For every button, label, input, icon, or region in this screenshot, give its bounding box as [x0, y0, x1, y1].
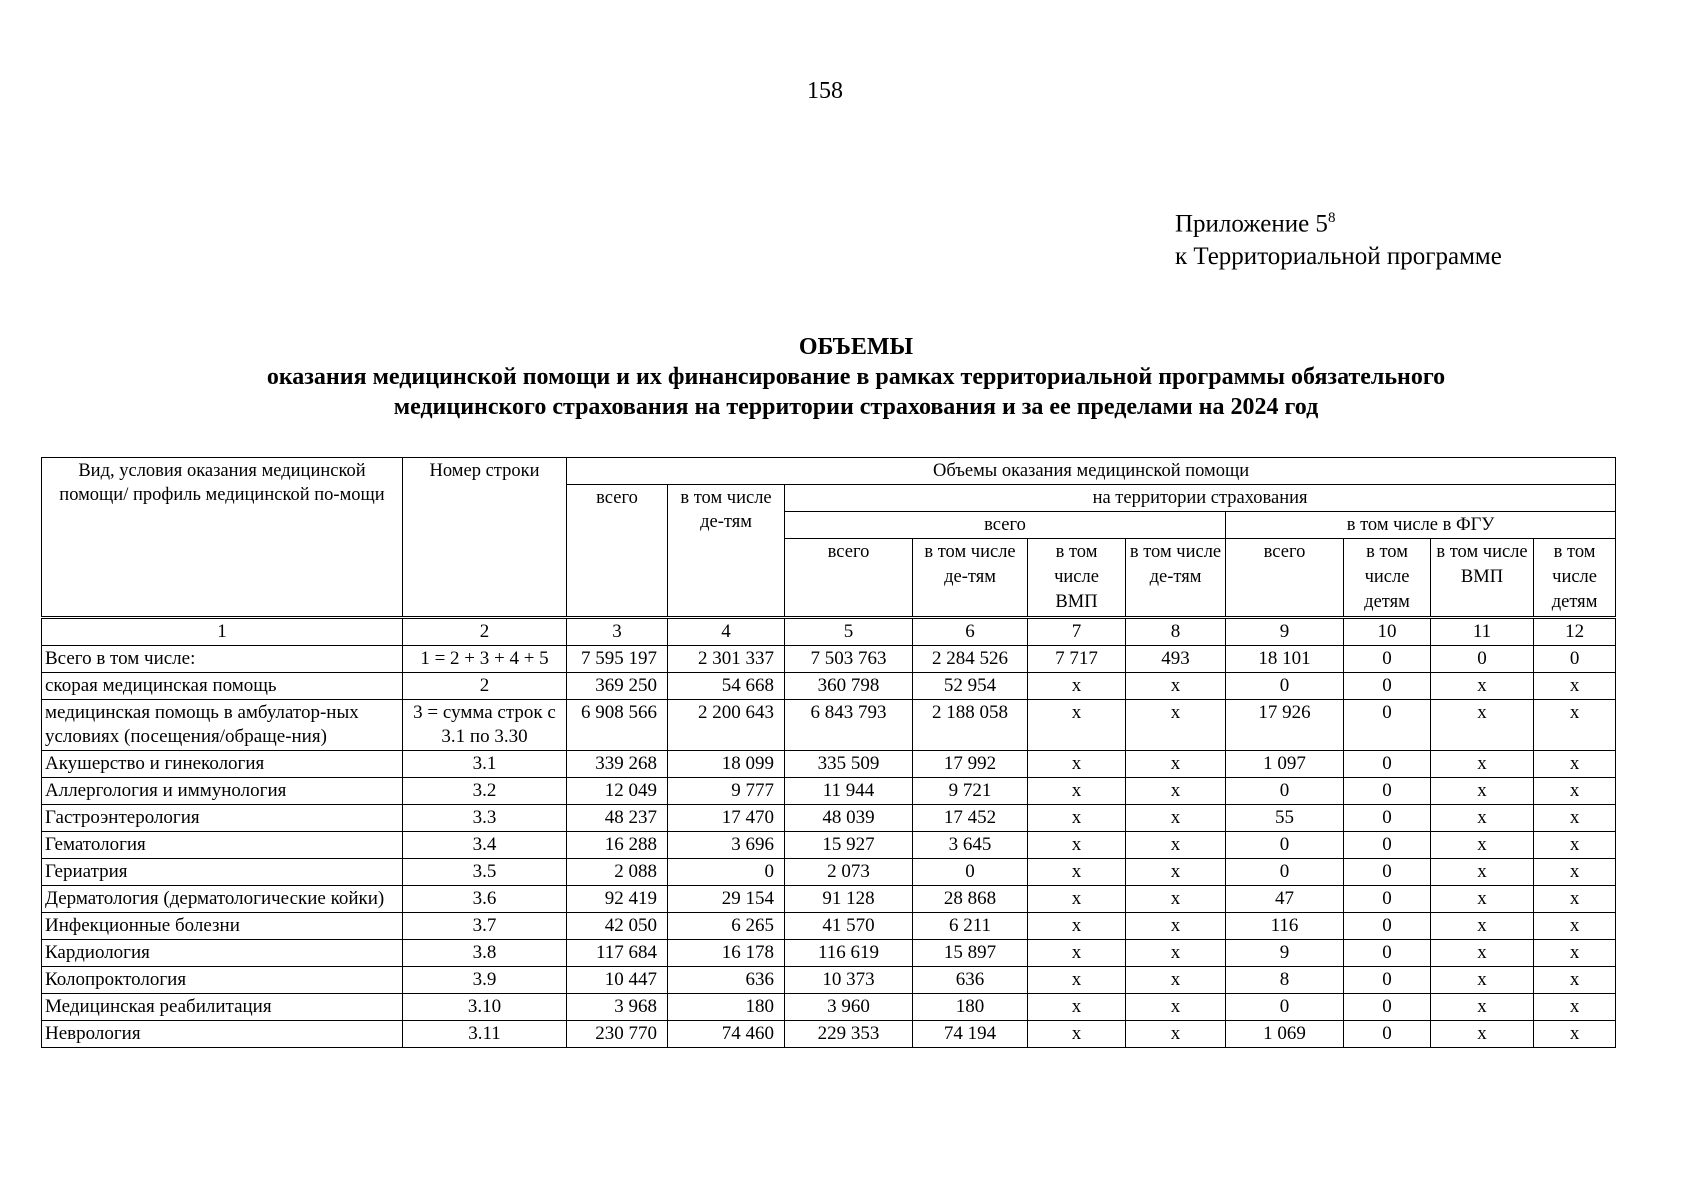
table-cell: 16 178 — [668, 940, 785, 967]
table-cell: 9 — [1226, 940, 1344, 967]
table-cell: 10 447 — [567, 967, 668, 994]
table-cell: x — [1431, 805, 1534, 832]
row-code: 3.4 — [403, 832, 567, 859]
table-cell: 0 — [1344, 994, 1431, 1021]
table-cell: 116 619 — [785, 940, 913, 967]
table-cell: 41 570 — [785, 913, 913, 940]
page-number: 158 — [807, 78, 843, 104]
table-cell: 335 509 — [785, 751, 913, 778]
table-cell: 17 452 — [913, 805, 1028, 832]
table-cell: x — [1534, 940, 1616, 967]
header-incl-children: в том числе де-тям — [668, 485, 785, 618]
table-cell: x — [1126, 778, 1226, 805]
title-line-3: медицинского страхования на территории страхования и за ее пределами на 2024 год — [393, 394, 1319, 420]
table-cell: x — [1534, 1021, 1616, 1048]
row-code: 3.11 — [403, 1021, 567, 1048]
table-cell: x — [1028, 859, 1126, 886]
table-cell: x — [1126, 700, 1226, 751]
table-cell: 9 721 — [913, 778, 1028, 805]
table-cell: 12 049 — [567, 778, 668, 805]
table-cell: 42 050 — [567, 913, 668, 940]
column-number: 6 — [913, 618, 1028, 646]
table-body — [42, 646, 1616, 1048]
table-cell: 0 — [1344, 778, 1431, 805]
table-cell: x — [1534, 805, 1616, 832]
table-cell: x — [1431, 832, 1534, 859]
row-label: Аллергология и иммунология — [42, 778, 403, 805]
header-territory-total: всего — [785, 512, 1226, 539]
table-cell: 0 — [1534, 646, 1616, 673]
document-title — [40, 332, 1672, 422]
table-cell: x — [1126, 751, 1226, 778]
row-label: Неврология — [42, 1021, 403, 1048]
column-number-row — [42, 618, 1616, 646]
table-cell: 229 353 — [785, 1021, 913, 1048]
row-code: 3 = сумма строк с 3.1 по 3.30 — [403, 700, 567, 751]
table-row — [42, 673, 1616, 700]
row-label: Инфекционные болезни — [42, 913, 403, 940]
table-cell: 0 — [1344, 700, 1431, 751]
column-number: 2 — [403, 618, 567, 646]
table-cell: x — [1431, 886, 1534, 913]
table-cell: 17 926 — [1226, 700, 1344, 751]
table-cell: 74 194 — [913, 1021, 1028, 1048]
table-cell: x — [1534, 913, 1616, 940]
table-cell: x — [1534, 994, 1616, 1021]
table-cell: 48 237 — [567, 805, 668, 832]
table-cell: 55 — [1226, 805, 1344, 832]
table-cell: 7 717 — [1028, 646, 1126, 673]
table-cell: x — [1028, 832, 1126, 859]
row-code: 2 — [403, 673, 567, 700]
table-cell: 0 — [1226, 859, 1344, 886]
table-cell: 47 — [1226, 886, 1344, 913]
table-cell: x — [1534, 673, 1616, 700]
table-cell: 2 200 643 — [668, 700, 785, 751]
row-code: 3.2 — [403, 778, 567, 805]
table-row — [42, 805, 1616, 832]
table-cell: 10 373 — [785, 967, 913, 994]
table-cell: x — [1126, 994, 1226, 1021]
title-line-1: ОБЪЕМЫ — [798, 334, 914, 360]
column-number: 1 — [42, 618, 403, 646]
column-number: 4 — [668, 618, 785, 646]
table-cell: 15 897 — [913, 940, 1028, 967]
table-cell: 0 — [1226, 778, 1344, 805]
table-cell: 16 288 — [567, 832, 668, 859]
table-cell: x — [1126, 1021, 1226, 1048]
appendix-superscript: 8 — [1327, 210, 1336, 226]
row-label: Гастроэнтерология — [42, 805, 403, 832]
table-cell: 6 211 — [913, 913, 1028, 940]
table-cell: x — [1028, 673, 1126, 700]
table-cell: x — [1028, 913, 1126, 940]
table-cell: 17 470 — [668, 805, 785, 832]
table-cell: 0 — [1344, 886, 1431, 913]
row-label: Гериатрия — [42, 859, 403, 886]
table-cell: 3 645 — [913, 832, 1028, 859]
row-label: Кардиология — [42, 940, 403, 967]
table-cell: 3 960 — [785, 994, 913, 1021]
table-cell: x — [1431, 673, 1534, 700]
table-cell: 7 595 197 — [567, 646, 668, 673]
row-label: Медицинская реабилитация — [42, 994, 403, 1021]
table-cell: 230 770 — [567, 1021, 668, 1048]
table-cell: 636 — [668, 967, 785, 994]
table-cell: 54 668 — [668, 673, 785, 700]
table-cell: x — [1431, 751, 1534, 778]
table-cell: 6 265 — [668, 913, 785, 940]
column-number: 9 — [1226, 618, 1344, 646]
table-cell: 2 284 526 — [913, 646, 1028, 673]
table-cell: 180 — [913, 994, 1028, 1021]
table-cell: x — [1431, 967, 1534, 994]
table-cell: 0 — [1431, 646, 1534, 673]
column-number: 7 — [1028, 618, 1126, 646]
table-cell: 0 — [1344, 913, 1431, 940]
table-cell: 2 088 — [567, 859, 668, 886]
table-row — [42, 832, 1616, 859]
table-cell: x — [1431, 913, 1534, 940]
table-cell: x — [1126, 859, 1226, 886]
table-cell: x — [1431, 859, 1534, 886]
row-code: 3.9 — [403, 967, 567, 994]
table-cell: x — [1028, 778, 1126, 805]
table-cell: 18 101 — [1226, 646, 1344, 673]
column-number: 5 — [785, 618, 913, 646]
table-row — [42, 700, 1616, 751]
table-cell: x — [1126, 832, 1226, 859]
row-label: Акушерство и гинекология — [42, 751, 403, 778]
header-fgu-total: всего — [1226, 539, 1344, 618]
header-fgu-children-2: в том числе детям — [1534, 539, 1616, 618]
table-cell: 6 908 566 — [567, 700, 668, 751]
column-number: 3 — [567, 618, 668, 646]
row-code: 3.1 — [403, 751, 567, 778]
table-cell: x — [1126, 805, 1226, 832]
header-sub-total: всего — [785, 539, 913, 618]
table-row — [42, 967, 1616, 994]
table-cell: 0 — [1344, 967, 1431, 994]
table-cell: x — [1126, 673, 1226, 700]
header-sub-vmp: в том числе ВМП — [1028, 539, 1126, 618]
table-cell: x — [1431, 994, 1534, 1021]
table-row — [42, 994, 1616, 1021]
header-incl-fgu: в том числе в ФГУ — [1226, 512, 1616, 539]
table-row — [42, 859, 1616, 886]
header-col-row-number: Номер строки — [403, 458, 567, 618]
header-volumes: Объемы оказания медицинской помощи — [567, 458, 1616, 485]
row-label: Гематология — [42, 832, 403, 859]
table-cell: 91 128 — [785, 886, 913, 913]
table-cell: 17 992 — [913, 751, 1028, 778]
header-sub-children-2: в том числе де-тям — [1126, 539, 1226, 618]
header-total: всего — [567, 485, 668, 618]
table-cell: x — [1028, 805, 1126, 832]
table-cell: 48 039 — [785, 805, 913, 832]
table-cell: 493 — [1126, 646, 1226, 673]
row-code: 3.6 — [403, 886, 567, 913]
table-cell: 2 073 — [785, 859, 913, 886]
table-cell: x — [1534, 778, 1616, 805]
table-cell: 0 — [1344, 859, 1431, 886]
table-row — [42, 940, 1616, 967]
table-cell: 2 188 058 — [913, 700, 1028, 751]
table-cell: x — [1126, 886, 1226, 913]
header-sub-children: в том числе де-тям — [913, 539, 1028, 618]
table-cell: x — [1126, 967, 1226, 994]
table-cell: 92 419 — [567, 886, 668, 913]
appendix-line-1 — [1175, 202, 1502, 240]
row-label: Всего в том числе: — [42, 646, 403, 673]
table-cell: 636 — [913, 967, 1028, 994]
column-number: 12 — [1534, 618, 1616, 646]
table-cell: x — [1126, 913, 1226, 940]
table-cell: 369 250 — [567, 673, 668, 700]
table-cell: x — [1534, 886, 1616, 913]
table-cell: x — [1028, 700, 1126, 751]
table-cell: x — [1431, 700, 1534, 751]
table-cell: x — [1028, 994, 1126, 1021]
row-code: 3.7 — [403, 913, 567, 940]
row-label: скорая медицинская помощь — [42, 673, 403, 700]
table-cell: 0 — [1226, 673, 1344, 700]
table-cell: 0 — [1344, 940, 1431, 967]
column-number: 8 — [1126, 618, 1226, 646]
table-cell: 3 968 — [567, 994, 668, 1021]
appendix-label: Приложение 5 — [1175, 210, 1328, 238]
table-cell: 3 696 — [668, 832, 785, 859]
header-on-territory: на территории страхования — [785, 485, 1616, 512]
table-cell: 0 — [1344, 646, 1431, 673]
table-cell: 15 927 — [785, 832, 913, 859]
table-row — [42, 778, 1616, 805]
table-cell: 7 503 763 — [785, 646, 913, 673]
table-cell: 117 684 — [567, 940, 668, 967]
table-row — [42, 646, 1616, 673]
table-cell: 28 868 — [913, 886, 1028, 913]
table-cell: x — [1126, 940, 1226, 967]
table-cell: 0 — [668, 859, 785, 886]
table-cell: 116 — [1226, 913, 1344, 940]
table-cell: x — [1431, 1021, 1534, 1048]
table-cell: 29 154 — [668, 886, 785, 913]
table-cell: 0 — [1344, 805, 1431, 832]
table-cell: x — [1534, 967, 1616, 994]
table-cell: 6 843 793 — [785, 700, 913, 751]
header-fgu-vmp: в том числе ВМП — [1431, 539, 1534, 618]
row-code: 3.10 — [403, 994, 567, 1021]
table-cell: 74 460 — [668, 1021, 785, 1048]
row-code: 3.3 — [403, 805, 567, 832]
title-line-2: оказания медицинской помощи и их финансирование в рамках территориальной программы обязательного — [266, 364, 1446, 390]
table-cell: 18 099 — [668, 751, 785, 778]
appendix-note — [1175, 202, 1502, 273]
column-number: 10 — [1344, 618, 1431, 646]
table-cell: x — [1028, 751, 1126, 778]
table-cell: 180 — [668, 994, 785, 1021]
appendix-line-2: к Территориальной программе — [1175, 243, 1502, 271]
table-row — [42, 886, 1616, 913]
table-cell: x — [1431, 778, 1534, 805]
column-number: 11 — [1431, 618, 1534, 646]
table-cell: 0 — [1344, 673, 1431, 700]
table-cell: 339 268 — [567, 751, 668, 778]
row-label: медицинская помощь в амбулатор-ных условиях (посещения/обраще-ния) — [42, 700, 403, 751]
table-cell: 2 301 337 — [668, 646, 785, 673]
row-code: 3.5 — [403, 859, 567, 886]
table-cell: 0 — [1344, 1021, 1431, 1048]
table-cell: x — [1534, 700, 1616, 751]
table-cell: 360 798 — [785, 673, 913, 700]
table-cell: 0 — [1344, 751, 1431, 778]
table-cell: x — [1534, 751, 1616, 778]
table-cell: x — [1534, 832, 1616, 859]
table-row — [42, 913, 1616, 940]
row-code: 1 = 2 + 3 + 4 + 5 — [403, 646, 567, 673]
row-code: 3.8 — [403, 940, 567, 967]
header-fgu-children: в том числе детям — [1344, 539, 1431, 618]
table-cell: 0 — [1226, 832, 1344, 859]
table-cell: x — [1431, 940, 1534, 967]
table-cell: 8 — [1226, 967, 1344, 994]
table-cell: x — [1028, 1021, 1126, 1048]
table-cell: x — [1028, 967, 1126, 994]
table-cell: 0 — [913, 859, 1028, 886]
table-cell: x — [1028, 886, 1126, 913]
table-cell: 0 — [1226, 994, 1344, 1021]
row-label: Дерматология (дерматологические койки) — [42, 886, 403, 913]
table-row — [42, 751, 1616, 778]
table-header — [42, 458, 1616, 646]
table-cell: x — [1028, 940, 1126, 967]
table-cell: 0 — [1344, 832, 1431, 859]
row-label: Колопроктология — [42, 967, 403, 994]
volumes-table — [41, 457, 1616, 1048]
table-cell: 1 069 — [1226, 1021, 1344, 1048]
header-col-type: Вид, условия оказания медицинской помощи/ профиль медицинской по-мощи — [42, 458, 403, 618]
table-cell: 52 954 — [913, 673, 1028, 700]
table-cell: 1 097 — [1226, 751, 1344, 778]
table-cell: 9 777 — [668, 778, 785, 805]
table-cell: 11 944 — [785, 778, 913, 805]
table-cell: x — [1534, 859, 1616, 886]
table-row — [42, 1021, 1616, 1048]
